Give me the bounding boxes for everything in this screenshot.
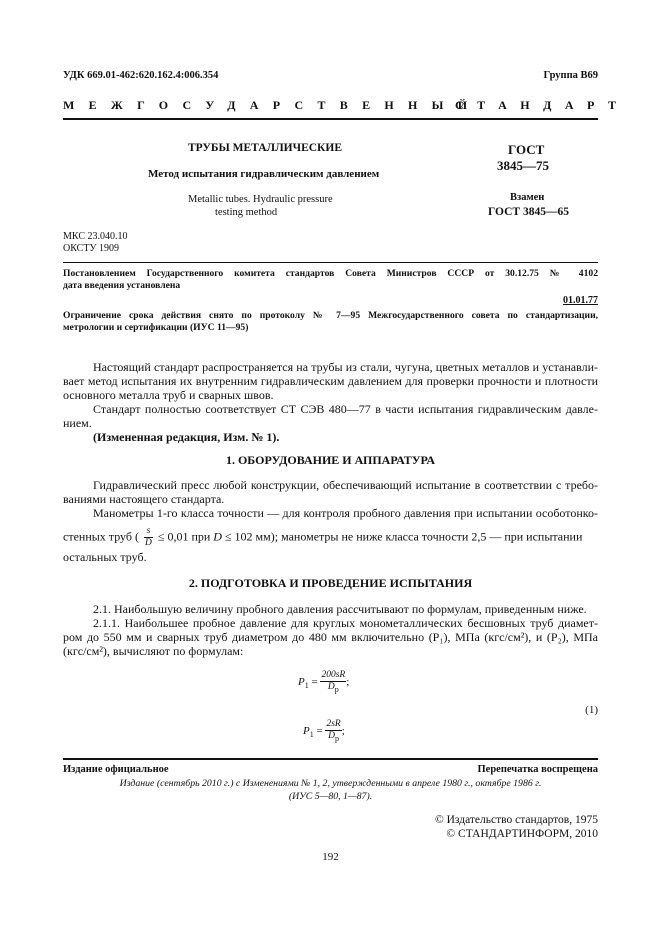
edition-note-2: (ИУС 5—80, 1—87). xyxy=(288,791,373,802)
section1-p2-line2 xyxy=(63,526,603,549)
formula-1-fraction: $\frac{200sR}{D_р}$ xyxy=(321,670,346,694)
introduction-date: 01.01.77 xyxy=(563,295,598,306)
intro-p1-line3: основного металла труб и сварных швов. xyxy=(63,388,274,402)
replaces-label: Взамен xyxy=(510,192,545,203)
title-main: ТРУБЫ МЕТАЛЛИЧЕСКИЕ xyxy=(188,142,342,154)
thin-wall-text-b: ≤ 0,01 при xyxy=(157,529,211,544)
copyright-1975: © Издательство стандартов, 1975 xyxy=(434,814,598,826)
section1-p2-line3: остальных труб. xyxy=(63,550,147,564)
section2-p2-line2: ром до 550 мм и сварных труб диаметром до 480 мм включительно (P₁), МПа (кгс/см²), и (P₂), МПа xyxy=(63,630,598,644)
page-number: 192 xyxy=(322,851,339,863)
section2-p2-line1: 2.1.1. Наибольшее пробное давление для круглых монометаллических бесшовных труб диамет- xyxy=(93,616,598,630)
replaces-standard: ГОСТ 3845—65 xyxy=(488,206,569,218)
thickness-ratio-fraction xyxy=(144,526,153,549)
intro-p2-line2: нием. xyxy=(63,416,92,430)
banner-standard: СТАНДАРТ xyxy=(455,98,630,112)
section1-heading: 1. ОБОРУДОВАНИЕ И АППАРАТУРА xyxy=(225,453,436,467)
udk-code: УДК 669.01-462:620.162.4:006.354 xyxy=(63,70,219,81)
decree-line-2: дата введения установлена xyxy=(63,280,181,291)
section2-p1: 2.1. Наибольшую величину пробного давления рассчитывают по формулам, приведенным ниже. xyxy=(93,602,587,616)
thin-wall-text-c: ≤ 102 мм); манометры не ниже класса точности 2,5 — при испытании xyxy=(224,529,583,544)
section1-p2-line1: Манометры 1-го класса точности — для контроля пробного давления при испытании особотонко- xyxy=(93,506,598,520)
header-rule xyxy=(63,118,598,120)
thin-wall-text-a: стенных труб ( xyxy=(63,529,139,544)
intro-p1-line1: Настоящий стандарт распространяется на трубы из стали, чугуна, цветных металлов и устанавли- xyxy=(93,360,598,374)
title-sub: Метод испытания гидравлическим давлением xyxy=(148,168,380,180)
formula-1: $P_1$ = $\frac{200sR}{D_р}$ ; xyxy=(298,670,350,694)
copyright-2010: © СТАНДАРТИНФОРМ, 2010 xyxy=(446,828,598,840)
title-english-2: testing method xyxy=(215,207,278,218)
reprint-prohibited: Перепечатка воспрещена xyxy=(477,764,598,775)
amended-note: (Измененная редакция, Изм. № 1). xyxy=(93,430,280,444)
intro-p2-line1: Стандарт полностью соответствует СТ СЭВ 480—77 в части испытания гидравлическим давле- xyxy=(93,402,598,416)
section2-heading: 2. ПОДГОТОВКА И ПРОВЕДЕНИЕ ИСПЫТАНИЯ xyxy=(188,576,473,590)
mks-code: МКС 23.040.10 xyxy=(63,231,128,242)
okstu-code: ОКСТУ 1909 xyxy=(63,243,120,254)
limit-line-1: Ограничение срока действия снято по протоколу № 7—95 Межгосударственного совета по стандартизации, xyxy=(63,310,598,321)
intro-p1-line2: вает метод испытания их внутренним гидравлическим давлением для проверки прочности и плотности xyxy=(63,374,598,388)
diameter-symbol: D xyxy=(213,529,222,544)
section1-p1-line1: Гидравлический пресс любой конструкции, обеспечивающий испытание в соответствии с требо- xyxy=(93,478,598,492)
edition-note-1: Издание (сентябрь 2010 г.) с Изменениями № 1, 2, утвержденными в апреле 1980 г., октябре 1986 г. xyxy=(119,778,542,789)
official-edition: Издание официальное xyxy=(63,764,169,775)
decree-line-1: Постановлением Государственного комитета стандартов Совета Министров СССР от 30.12.75 № 4102 xyxy=(63,268,598,279)
section1-p1-line2: ваниями настоящего стандарта. xyxy=(63,492,225,506)
formula-2-fraction: $\frac{2sR}{D_р}$ xyxy=(326,719,341,743)
group-code: Группа В69 xyxy=(543,70,598,81)
formula-2: $P_1$ = $\frac{2sR}{D_р}$ ; xyxy=(303,719,345,743)
formula-number: (1) xyxy=(585,704,598,716)
gost-label: ГОСТ xyxy=(508,142,545,157)
fraction-denominator: D xyxy=(144,538,152,548)
title-rule xyxy=(63,262,598,263)
gost-number: 3845—75 xyxy=(497,158,549,173)
fraction-numerator: s xyxy=(144,526,153,538)
section2-p2-line3: (кгс/см²), вычисляют по формулам: xyxy=(63,644,244,658)
limit-line-2: метрологии и сертификации (ИУС 11—95) xyxy=(63,322,249,333)
footer-rule xyxy=(63,758,598,760)
title-english-1: Metallic tubes. Hydraulic pressure xyxy=(188,194,333,205)
banner-interstate: МЕЖГОСУДАРСТВЕННЫЙ xyxy=(63,98,482,112)
